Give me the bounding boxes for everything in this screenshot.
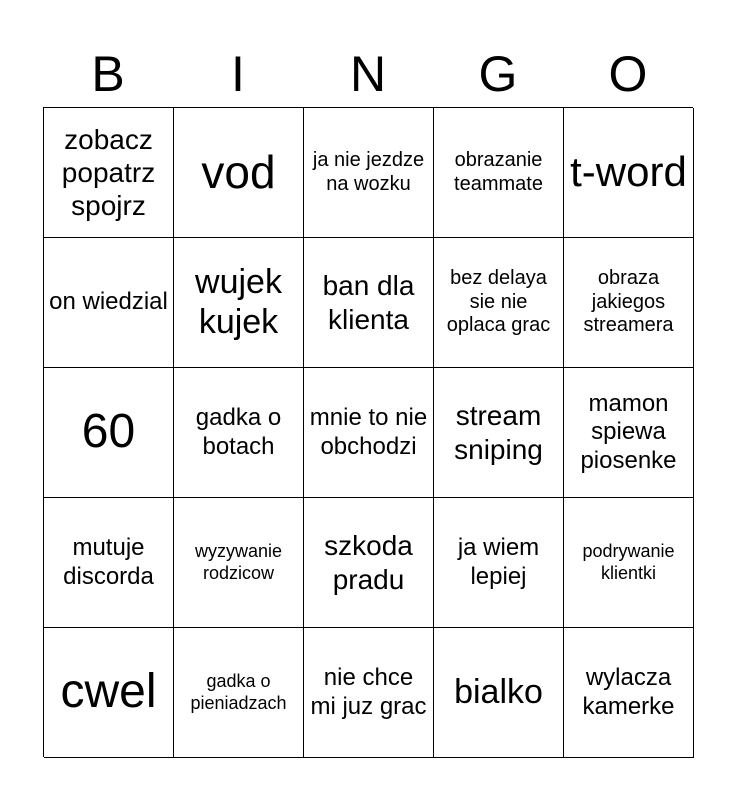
bingo-cell[interactable]: ja wiem lepiej (434, 498, 564, 628)
bingo-cell[interactable]: stream sniping (434, 368, 564, 498)
bingo-cell[interactable]: bialko (434, 628, 564, 758)
bingo-cell[interactable]: wylacza kamerke (564, 628, 694, 758)
bingo-cell[interactable]: 60 (44, 368, 174, 498)
header-letter-n: N (349, 46, 387, 102)
bingo-cell[interactable]: wyzywanie rodzicow (174, 498, 304, 628)
bingo-cell[interactable]: szkoda pradu (304, 498, 434, 628)
bingo-cell[interactable]: nie chce mi juz grac (304, 628, 434, 758)
bingo-board (43, 107, 693, 757)
bingo-cell[interactable]: ja nie jezdze na wozku (304, 108, 434, 238)
bingo-cell[interactable]: podrywanie klientki (564, 498, 694, 628)
bingo-cell[interactable]: obraza jakiegos streamera (564, 238, 694, 368)
bingo-cell[interactable]: bez delaya sie nie oplaca grac (434, 238, 564, 368)
bingo-cell[interactable]: vod (174, 108, 304, 238)
bingo-cell[interactable]: ban dla klienta (304, 238, 434, 368)
bingo-cell[interactable]: on wiedzial (44, 238, 174, 368)
bingo-cell[interactable]: mutuje discorda (44, 498, 174, 628)
bingo-cell[interactable]: mamon spiewa piosenke (564, 368, 694, 498)
bingo-cell[interactable]: obrazanie teammate (434, 108, 564, 238)
bingo-cell[interactable]: gadka o pieniadzach (174, 628, 304, 758)
header-letter-o: O (608, 46, 648, 102)
bingo-cell[interactable]: t-word (564, 108, 694, 238)
bingo-header (43, 40, 693, 108)
header-letter-b: B (91, 46, 125, 102)
header-letter-g: G (478, 46, 518, 102)
bingo-cell[interactable]: mnie to nie obchodzi (304, 368, 434, 498)
bingo-cell[interactable]: gadka o botach (174, 368, 304, 498)
bingo-cell[interactable]: wujek kujek (174, 238, 304, 368)
bingo-cell[interactable]: zobacz popatrz spojrz (44, 108, 174, 238)
header-letter-i: I (231, 46, 245, 102)
bingo-cell[interactable]: cwel (44, 628, 174, 758)
